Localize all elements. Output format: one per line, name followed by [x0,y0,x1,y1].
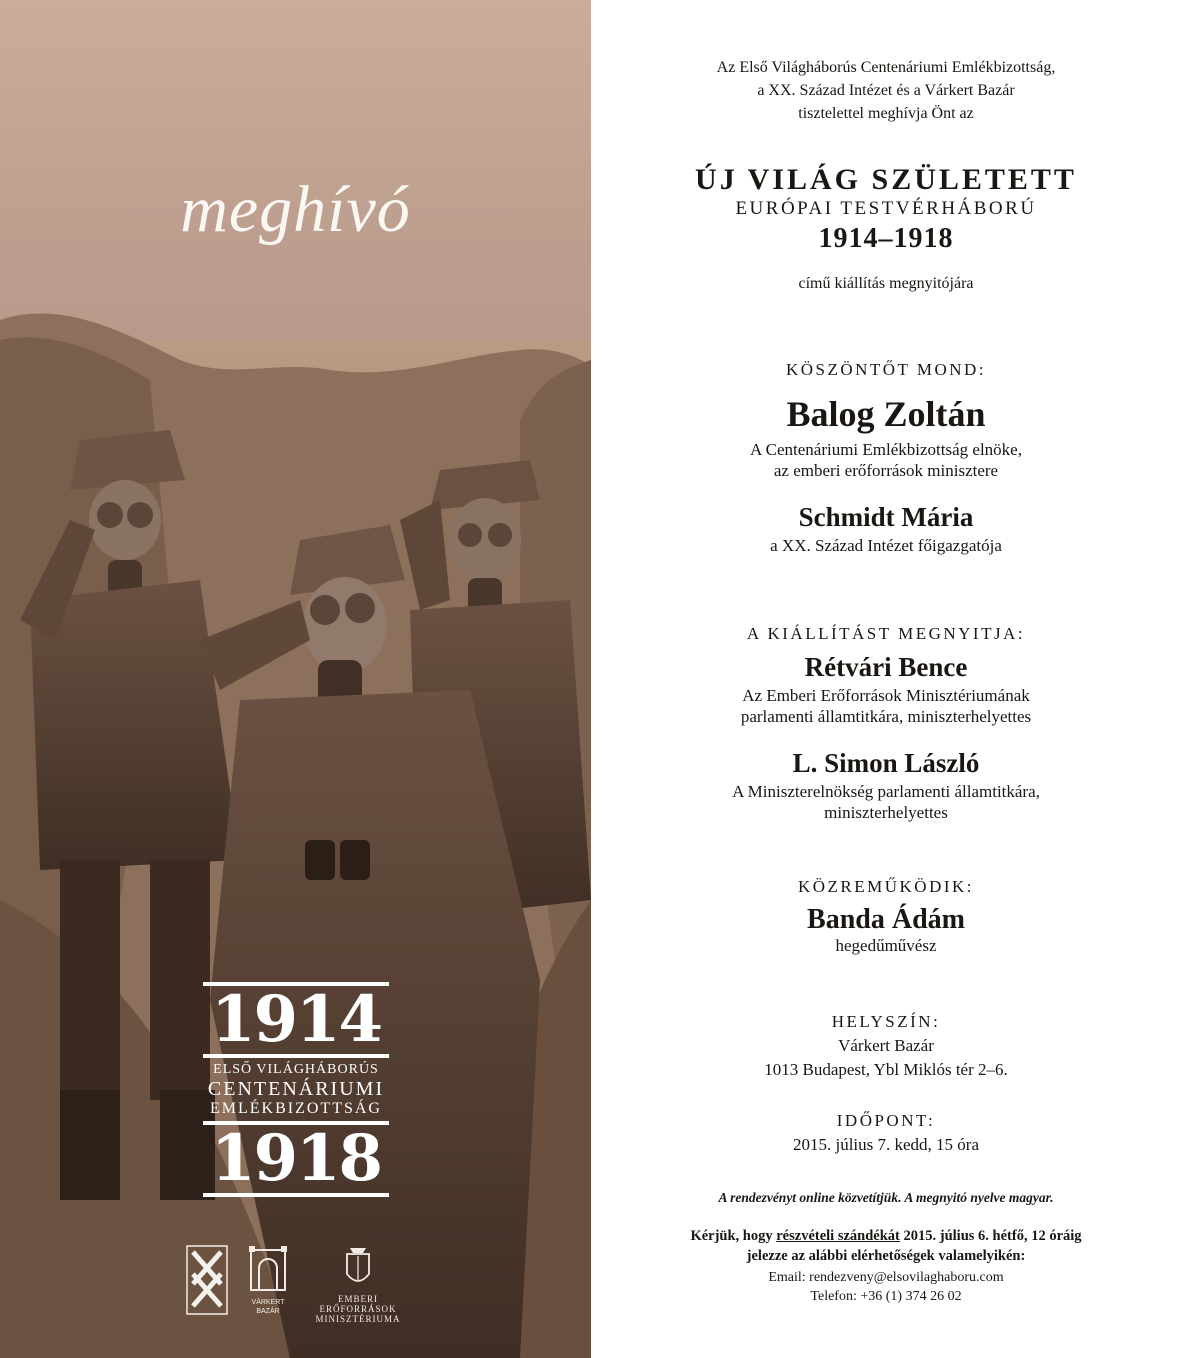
logo-line-1: ELSŐ VILÁGHÁBORÚS [213,1062,379,1077]
invitation-text-panel [591,0,1181,1358]
performer-role: hegedűművész [835,936,937,955]
speaker-balog-desc-2: az emberi erőforrások minisztere [773,461,999,480]
logo-year-bottom: 1918 [203,1121,389,1197]
venue-address: 1013 Budapest, Ybl Miklós tér 2–6. [764,1060,1008,1079]
exhibition-subtitle: EURÓPAI TESTVÉRHÁBORÚ [735,198,1037,219]
performer-name: Banda Ádám [807,904,965,935]
logo-line-2: CENTENÁRIUMI [207,1078,385,1100]
speaker-retvari-desc-2: parlamenti államtitkára, miniszterhelyettes [740,707,1032,726]
speaker-balog-name: Balog Zoltán [786,394,986,434]
intro-block [591,56,1181,125]
emmi-line-1: EMBERI ERŐFORRÁSOK [319,1294,397,1314]
intro-line-1: Az Első Világháborús Centenáriumi Emlékbizottság, [716,59,1056,76]
exhibition-caption: című kiállítás megnyitójára [798,275,974,292]
rsvp-line-1 [591,1227,1181,1246]
opening-heading: A KIÁLLÍTÁST MEGNYITJA: [746,624,1026,643]
intro-line-2: a XX. Század Intézet és a Várkert Bazár [757,82,1015,99]
svg-text:BAZÁR: BAZÁR [256,1308,280,1315]
contact-email[interactable]: Email: rendezveny@elsovilaghaboru.com [768,1270,1004,1285]
time-heading: IDŐPONT: [836,1111,936,1130]
venue-name: Várkert Bazár [838,1036,934,1055]
rsvp-link[interactable]: részvételi szándékát [776,1228,900,1244]
rsvp-pre: Kérjük, hogy [690,1228,777,1244]
speaker-schmidt-desc: a XX. Század Intézet főigazgatója [770,536,1002,555]
exhibition-years: 1914–1918 [818,223,954,254]
speaker-simon-name: L. Simon László [792,748,980,778]
event-time: 2015. július 7. kedd, 15 óra [792,1135,980,1154]
logo-year-top: 1914 [203,982,389,1058]
intro-line-3: tisztelettel meghívja Önt az [798,105,974,122]
rsvp-post: 2015. július 6. hétfő, 12 óráig [899,1228,1082,1244]
contact-phone[interactable]: Telefon: +36 (1) 374 26 02 [810,1289,962,1304]
emmi-line-2: MINISZTÉRIUMA [315,1314,401,1324]
speaker-simon-desc-2: miniszterhelyettes [824,803,948,822]
invitation-title: meghívó [180,173,411,246]
stream-note: A rendezvényt online közvetítjük. A megnyitó nyelve magyar. [718,1190,1054,1205]
svg-text:VÁRKERT: VÁRKERT [251,1299,285,1306]
welcome-heading: KÖSZÖNTŐT MOND: [785,360,987,379]
exhibition-title: ÚJ VILÁG SZÜLETETT [695,163,1077,196]
emmi-logo [303,1244,413,1324]
speaker-balog-desc-1: A Centenáriumi Emlékbizottság elnöke, [750,440,1022,459]
centenary-logo [203,982,389,1197]
venue-heading: HELYSZÍN: [831,1012,941,1031]
partner-logos [185,1244,415,1324]
logo-line-3: EMLÉKBIZOTTSÁG [210,1100,382,1117]
speaker-simon-desc-1: A Miniszterelnökség parlamenti államtitkára, [732,782,1040,801]
speaker-retvari-name: Rétvári Bence [804,652,968,682]
music-heading: KÖZREMŰKÖDIK: [797,877,975,896]
rsvp-line-2: jelezze az alábbi elérhetőségek valamelyikén: [746,1248,1026,1264]
speaker-retvari-desc-1: Az Emberi Erőforrások Minisztériumának [742,686,1030,705]
speaker-schmidt-name: Schmidt Mária [798,502,974,532]
xx-szazad-intezet-logo [185,1244,229,1316]
coat-of-arms-icon [303,1244,413,1292]
varkert-bazar-logo [247,1244,289,1316]
